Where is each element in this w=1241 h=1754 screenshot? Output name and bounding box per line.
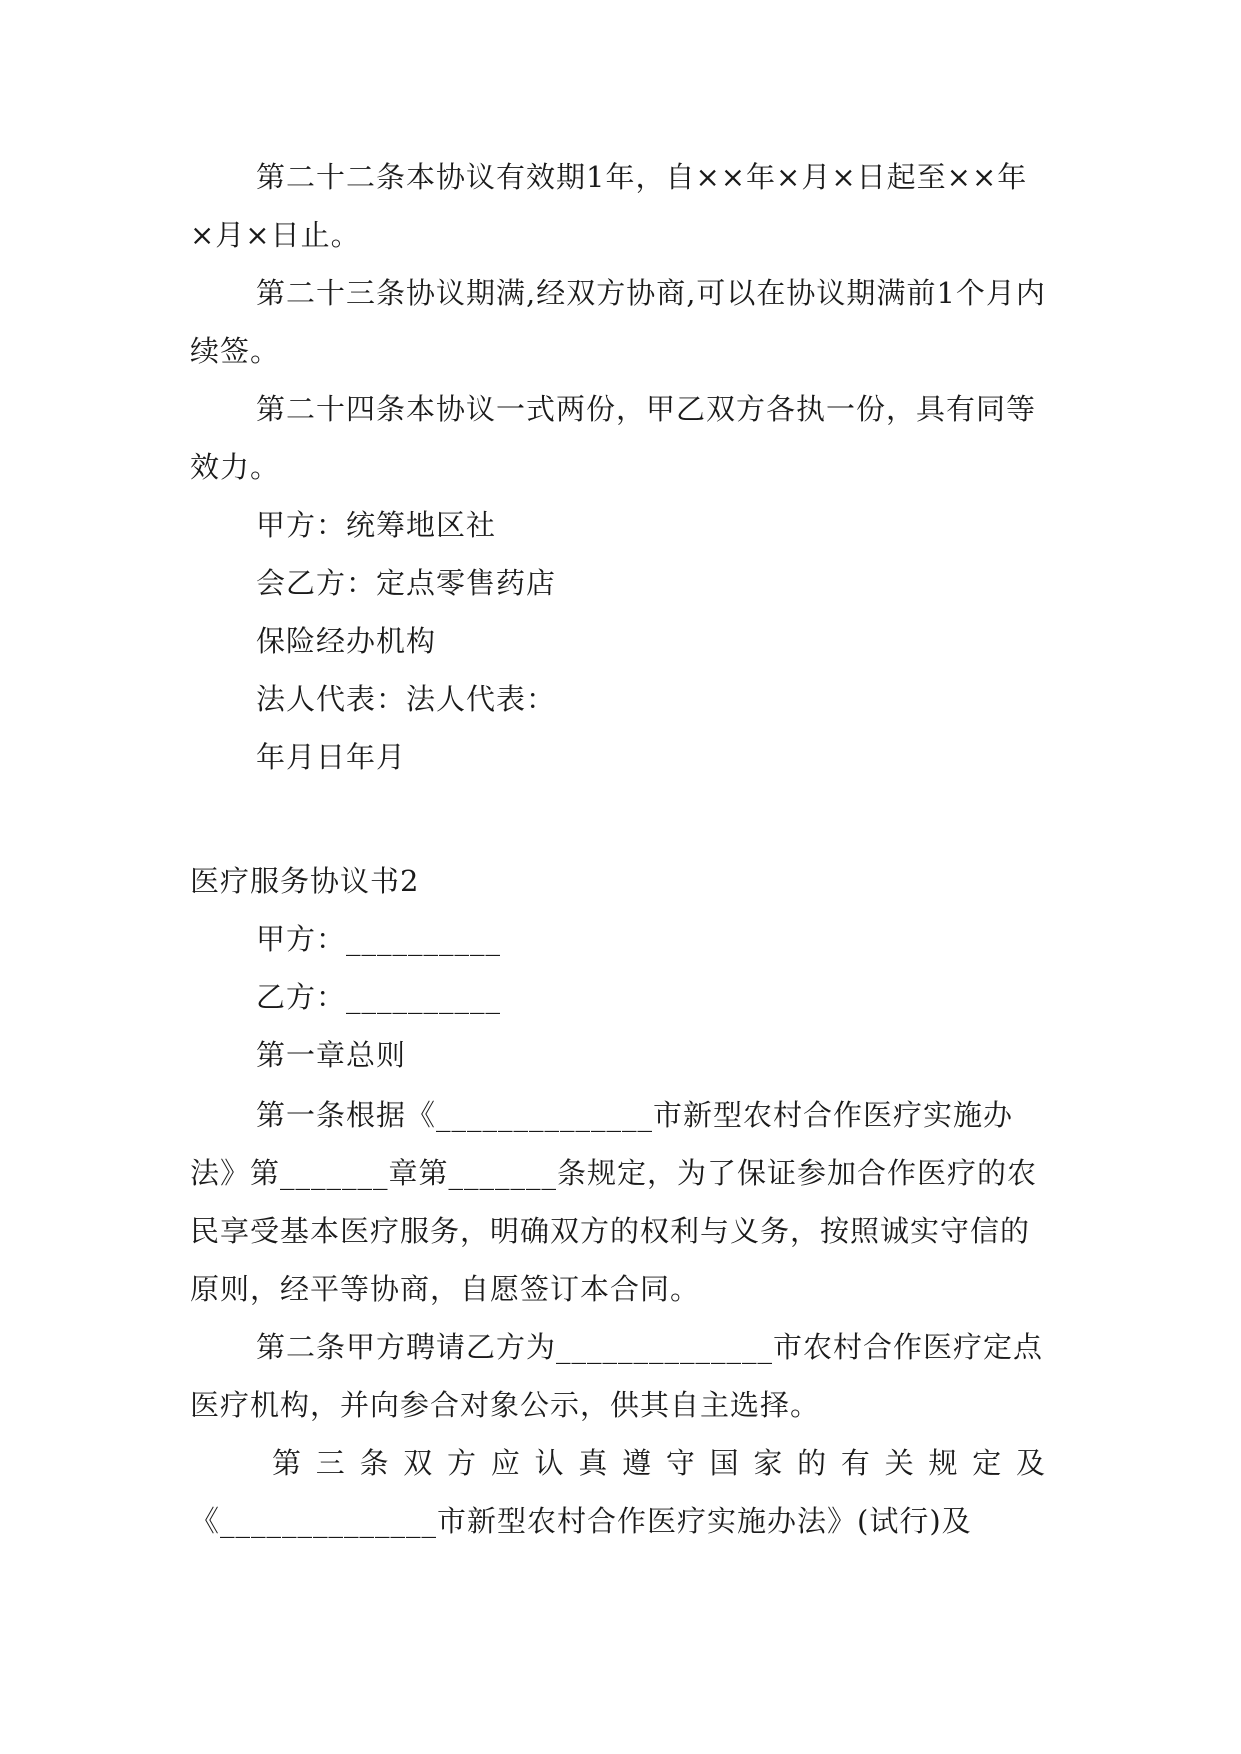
insurance-agency-line: 保险经办机构 [256, 624, 437, 658]
article-1: 第一条根据《______________市新型农村合作医疗实施办法》第_______章第_______条规定，为了保证参加合作医疗的农民享受基本医疗服务，明确双方的权利与义务，按照诚实守信的原则，经平等协商，自愿签订本合同。 [190, 1098, 1038, 1306]
article-24: 第二十四条本协议一式两份，甲乙双方各执一份，具有同等效力。 [190, 392, 1037, 484]
date-line: 年月日年月 [256, 740, 407, 774]
article-2: 第二条甲方聘请乙方为______________市农村合作医疗定点医疗机构，并向参合对象公示，供其自主选择。 [190, 1330, 1044, 1422]
party-a-signature-line: 甲方：统筹地区社 [256, 508, 497, 542]
chapter-1-heading: 第一章总则 [256, 1038, 407, 1072]
legal-representative-line: 法人代表：法人代表： [256, 682, 557, 716]
article-23: 第二十三条协议期满,经双方协商,可以在协议期满前1个月内续签。 [190, 276, 1046, 368]
party-b-signature-line: 会乙方：定点零售药店 [256, 566, 557, 600]
article-3-line-2: 《______________市新型农村合作医疗实施办法》(试行)及 [190, 1504, 972, 1538]
article-3-line-1: 第三条双方应认真遵守国家的有关规定及 [272, 1446, 1046, 1480]
article-22: 第二十二条本协议有效期1年，自××年×月×日起至××年×月×日止。 [190, 160, 1028, 252]
party-a-field: 甲方：__________ [256, 922, 502, 956]
document-title-2: 医疗服务协议书2 [190, 864, 420, 898]
party-b-field: 乙方：__________ [256, 980, 502, 1014]
